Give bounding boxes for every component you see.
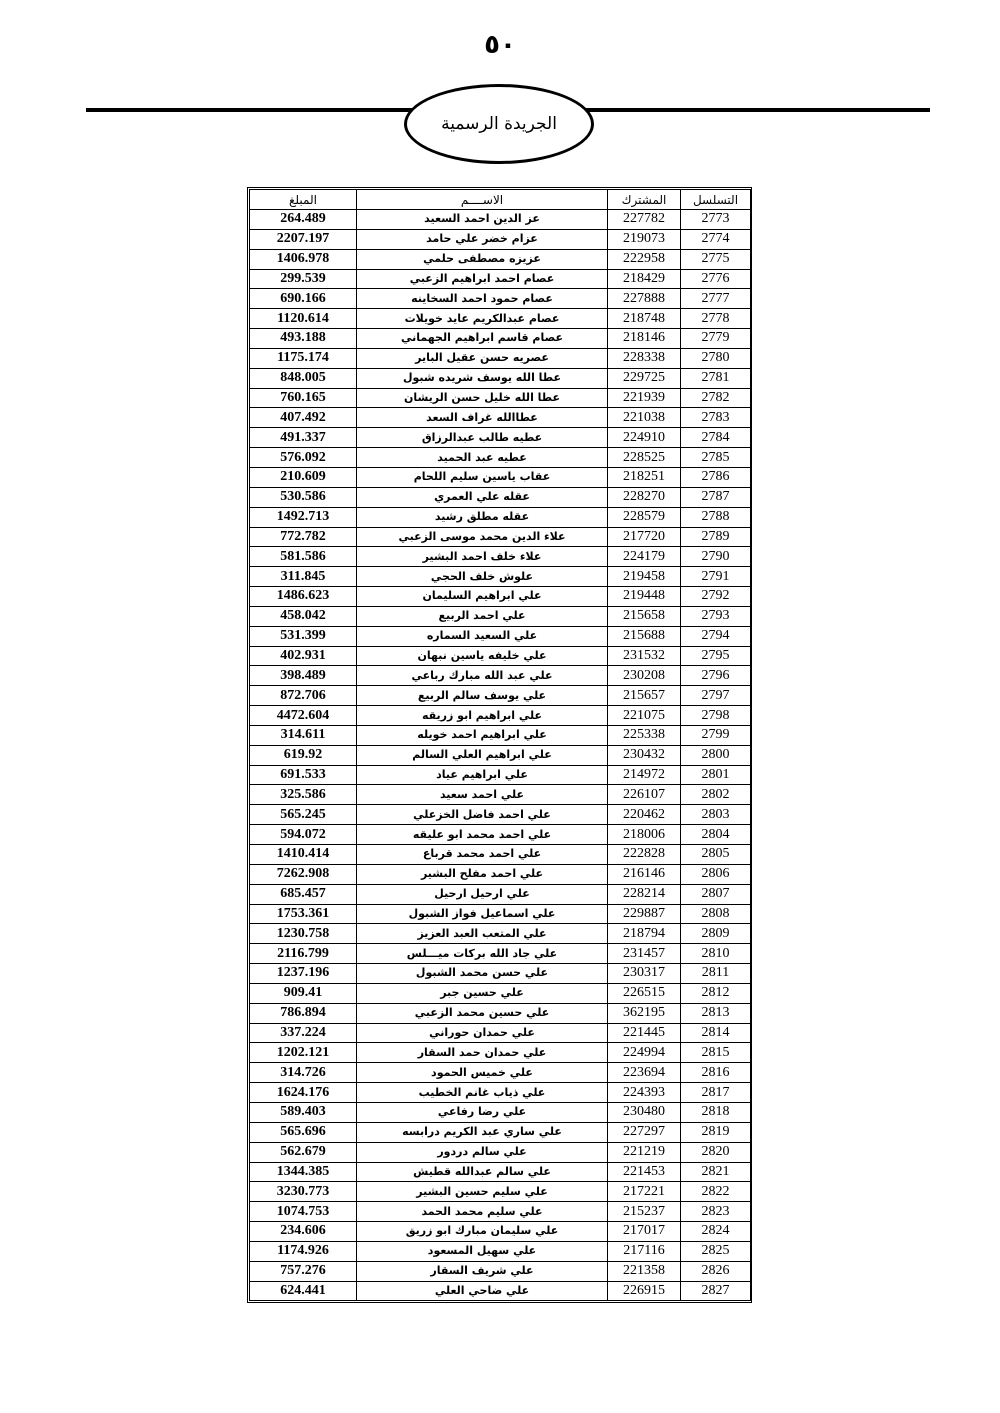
amount-cell: 314.611: [250, 725, 357, 745]
table-row: [250, 368, 751, 388]
name-cell: عصام احمد ابراهيم الزعبي: [357, 269, 608, 289]
serial-cell: 2801: [681, 765, 751, 785]
subscriber-cell: 227782: [608, 210, 681, 230]
amount-cell: 402.931: [250, 646, 357, 666]
table-row: [250, 1241, 751, 1261]
subscriber-cell: 221445: [608, 1023, 681, 1043]
serial-cell: 2827: [681, 1281, 751, 1301]
subscriber-cell: 217116: [608, 1241, 681, 1261]
subscriber-cell: 218748: [608, 309, 681, 329]
name-cell: علي خليفه ياسين نبهان: [357, 646, 608, 666]
column-header-amount: المبلغ: [250, 190, 357, 210]
name-cell: علي عبد الله مبارك رباعي: [357, 666, 608, 686]
column-header-serial: التسلسل: [681, 190, 751, 210]
table-row: [250, 1003, 751, 1023]
serial-cell: 2817: [681, 1083, 751, 1103]
subscriber-cell: 218006: [608, 825, 681, 845]
subscriber-cell: 217720: [608, 527, 681, 547]
subscriber-cell: 215658: [608, 606, 681, 626]
amount-cell: 760.165: [250, 388, 357, 408]
name-cell: علاء الدين محمد موسى الزعبي: [357, 527, 608, 547]
amount-cell: 7262.908: [250, 864, 357, 884]
column-header-name: الاســــم: [357, 190, 608, 210]
name-cell: علي ابراهيم السليمان: [357, 587, 608, 607]
serial-cell: 2785: [681, 448, 751, 468]
serial-cell: 2826: [681, 1261, 751, 1281]
subscriber-cell: 221219: [608, 1142, 681, 1162]
serial-cell: 2803: [681, 805, 751, 825]
table-row: [250, 924, 751, 944]
table-row: [250, 388, 751, 408]
amount-cell: 1074.753: [250, 1202, 357, 1222]
amount-cell: 1237.196: [250, 964, 357, 984]
subscriber-cell: 215688: [608, 626, 681, 646]
serial-cell: 2796: [681, 666, 751, 686]
amount-cell: 234.606: [250, 1222, 357, 1242]
subscriber-cell: 231532: [608, 646, 681, 666]
serial-cell: 2781: [681, 368, 751, 388]
name-cell: علي حمدان حمد السقار: [357, 1043, 608, 1063]
name-cell: عطيه طالب عبدالرزاق: [357, 428, 608, 448]
subscriber-cell: 230432: [608, 745, 681, 765]
name-cell: عطا الله يوسف شريده شبول: [357, 368, 608, 388]
name-cell: علي جاد الله بركات ميـــلس: [357, 944, 608, 964]
table-row: [250, 805, 751, 825]
name-cell: علي سليم محمد الحمد: [357, 1202, 608, 1222]
amount-cell: 565.696: [250, 1122, 357, 1142]
serial-cell: 2777: [681, 289, 751, 309]
amount-cell: 1406.978: [250, 249, 357, 269]
table-row: [250, 1281, 751, 1301]
table-row: [250, 289, 751, 309]
name-cell: علي ابراهيم عياد: [357, 765, 608, 785]
serial-cell: 2820: [681, 1142, 751, 1162]
amount-cell: 685.457: [250, 884, 357, 904]
amount-cell: 691.533: [250, 765, 357, 785]
serial-cell: 2784: [681, 428, 751, 448]
subscriber-cell: 219448: [608, 587, 681, 607]
table-row: [250, 785, 751, 805]
table-row: [250, 904, 751, 924]
name-cell: عقاب ياسين سليم اللحام: [357, 467, 608, 487]
serial-cell: 2776: [681, 269, 751, 289]
serial-cell: 2800: [681, 745, 751, 765]
table-row: [250, 229, 751, 249]
table-row: [250, 1222, 751, 1242]
table-row: [250, 329, 751, 349]
subscriber-cell: 215657: [608, 686, 681, 706]
subscriber-cell: 214972: [608, 765, 681, 785]
subscriber-cell: 226515: [608, 983, 681, 1003]
serial-cell: 2823: [681, 1202, 751, 1222]
name-cell: علي شريف السقار: [357, 1261, 608, 1281]
name-cell: عقله علي العمري: [357, 487, 608, 507]
table-row: [250, 348, 751, 368]
table-row: [250, 1102, 751, 1122]
serial-cell: 2789: [681, 527, 751, 547]
table-body: [250, 210, 751, 1301]
table-row: [250, 745, 751, 765]
name-cell: عطا الله خليل حسن الريشان: [357, 388, 608, 408]
table-row: [250, 249, 751, 269]
name-cell: علي ارحيل ارحيل: [357, 884, 608, 904]
serial-cell: 2790: [681, 547, 751, 567]
serial-cell: 2802: [681, 785, 751, 805]
table-row: [250, 646, 751, 666]
name-cell: علي ابراهيم العلي السالم: [357, 745, 608, 765]
serial-cell: 2786: [681, 467, 751, 487]
table-row: [250, 1261, 751, 1281]
amount-cell: 2207.197: [250, 229, 357, 249]
subscriber-cell: 218429: [608, 269, 681, 289]
serial-cell: 2782: [681, 388, 751, 408]
table-row: [250, 964, 751, 984]
table-row: [250, 428, 751, 448]
serial-cell: 2816: [681, 1063, 751, 1083]
amount-cell: 576.092: [250, 448, 357, 468]
subscriber-cell: 228525: [608, 448, 681, 468]
table-row: [250, 587, 751, 607]
name-cell: علي ابراهيم احمد خويله: [357, 725, 608, 745]
subscriber-cell: 221038: [608, 408, 681, 428]
table-row: [250, 1182, 751, 1202]
subscriber-cell: 224393: [608, 1083, 681, 1103]
name-cell: عطاالله غراف السعد: [357, 408, 608, 428]
subscriber-cell: 221453: [608, 1162, 681, 1182]
table-row: [250, 983, 751, 1003]
page-number: ٥٠: [484, 30, 516, 60]
subscriber-cell: 228270: [608, 487, 681, 507]
amount-cell: 909.41: [250, 983, 357, 1003]
subscriber-cell: 222958: [608, 249, 681, 269]
table-row: [250, 527, 751, 547]
serial-cell: 2804: [681, 825, 751, 845]
name-cell: علي المتعب العبد العزيز: [357, 924, 608, 944]
name-cell: علي احمد الربيع: [357, 606, 608, 626]
table-header-row: [250, 190, 751, 210]
table-row: [250, 1023, 751, 1043]
name-cell: علي ساري عبد الكريم درابسه: [357, 1122, 608, 1142]
name-cell: علي يوسف سالم الربيع: [357, 686, 608, 706]
table-row: [250, 765, 751, 785]
serial-cell: 2797: [681, 686, 751, 706]
amount-cell: 624.441: [250, 1281, 357, 1301]
amount-cell: 1410.414: [250, 845, 357, 865]
amount-cell: 1174.926: [250, 1241, 357, 1261]
name-cell: عقله مطلق رشيد: [357, 507, 608, 527]
serial-cell: 2806: [681, 864, 751, 884]
amount-cell: 325.586: [250, 785, 357, 805]
amount-cell: 314.726: [250, 1063, 357, 1083]
table-row: [250, 884, 751, 904]
table-row: [250, 547, 751, 567]
subscriber-cell: 218794: [608, 924, 681, 944]
serial-cell: 2775: [681, 249, 751, 269]
amount-cell: 264.489: [250, 210, 357, 230]
serial-cell: 2809: [681, 924, 751, 944]
name-cell: علوش خلف الحجي: [357, 567, 608, 587]
payments-table-frame: [247, 187, 752, 1303]
amount-cell: 1344.385: [250, 1162, 357, 1182]
subscriber-cell: 221939: [608, 388, 681, 408]
name-cell: علي احمد محمد قرباع: [357, 845, 608, 865]
amount-cell: 565.245: [250, 805, 357, 825]
subscriber-cell: 227888: [608, 289, 681, 309]
name-cell: علي احمد سعيد: [357, 785, 608, 805]
name-cell: علاء خلف احمد البشير: [357, 547, 608, 567]
table-row: [250, 1043, 751, 1063]
subscriber-cell: 228214: [608, 884, 681, 904]
amount-cell: 1120.614: [250, 309, 357, 329]
table-row: [250, 606, 751, 626]
subscriber-cell: 231457: [608, 944, 681, 964]
serial-cell: 2821: [681, 1162, 751, 1182]
table-row: [250, 269, 751, 289]
table-row: [250, 725, 751, 745]
serial-cell: 2774: [681, 229, 751, 249]
name-cell: علي حسين جبر: [357, 983, 608, 1003]
name-cell: علي خميس الحمود: [357, 1063, 608, 1083]
subscriber-cell: 223694: [608, 1063, 681, 1083]
serial-cell: 2793: [681, 606, 751, 626]
amount-cell: 407.492: [250, 408, 357, 428]
subscriber-cell: 217017: [608, 1222, 681, 1242]
amount-cell: 458.042: [250, 606, 357, 626]
serial-cell: 2794: [681, 626, 751, 646]
table-row: [250, 408, 751, 428]
amount-cell: 1492.713: [250, 507, 357, 527]
name-cell: علي سليمان مبارك ابو زريق: [357, 1222, 608, 1242]
amount-cell: 848.005: [250, 368, 357, 388]
amount-cell: 562.679: [250, 1142, 357, 1162]
serial-cell: 2798: [681, 706, 751, 726]
name-cell: علي سهيل المسعود: [357, 1241, 608, 1261]
subscriber-cell: 222828: [608, 845, 681, 865]
table-row: [250, 210, 751, 230]
serial-cell: 2814: [681, 1023, 751, 1043]
amount-cell: 594.072: [250, 825, 357, 845]
serial-cell: 2822: [681, 1182, 751, 1202]
name-cell: عز الدين احمد السعيد: [357, 210, 608, 230]
journal-title: الجريدة الرسمية: [441, 114, 557, 134]
subscriber-cell: 219458: [608, 567, 681, 587]
name-cell: عطيه عبد الحميد: [357, 448, 608, 468]
serial-cell: 2815: [681, 1043, 751, 1063]
subscriber-cell: 224994: [608, 1043, 681, 1063]
name-cell: علي سالم دردور: [357, 1142, 608, 1162]
subscriber-cell: 224179: [608, 547, 681, 567]
name-cell: علي رضا رفاعي: [357, 1102, 608, 1122]
amount-cell: 398.489: [250, 666, 357, 686]
serial-cell: 2778: [681, 309, 751, 329]
amount-cell: 4472.604: [250, 706, 357, 726]
amount-cell: 311.845: [250, 567, 357, 587]
subscriber-cell: 230208: [608, 666, 681, 686]
name-cell: علي السعيد السماره: [357, 626, 608, 646]
subscriber-cell: 225338: [608, 725, 681, 745]
subscriber-cell: 226107: [608, 785, 681, 805]
subscriber-cell: 215237: [608, 1202, 681, 1222]
amount-cell: 786.894: [250, 1003, 357, 1023]
subscriber-cell: 228579: [608, 507, 681, 527]
name-cell: علي ضاحي العلي: [357, 1281, 608, 1301]
amount-cell: 1486.623: [250, 587, 357, 607]
serial-cell: 2779: [681, 329, 751, 349]
serial-cell: 2812: [681, 983, 751, 1003]
amount-cell: 757.276: [250, 1261, 357, 1281]
amount-cell: 589.403: [250, 1102, 357, 1122]
amount-cell: 1230.758: [250, 924, 357, 944]
serial-cell: 2795: [681, 646, 751, 666]
subscriber-cell: 362195: [608, 1003, 681, 1023]
name-cell: علي اسماعيل فواز الشبول: [357, 904, 608, 924]
name-cell: عصام قاسم ابراهيم الجهماني: [357, 329, 608, 349]
table-row: [250, 467, 751, 487]
subscriber-cell: 220462: [608, 805, 681, 825]
name-cell: علي احمد فاضل الخزعلي: [357, 805, 608, 825]
serial-cell: 2810: [681, 944, 751, 964]
subscriber-cell: 229887: [608, 904, 681, 924]
subscriber-cell: 217221: [608, 1182, 681, 1202]
table-row: [250, 1122, 751, 1142]
name-cell: علي احمد محمد ابو عليقه: [357, 825, 608, 845]
table-row: [250, 567, 751, 587]
table-row: [250, 1202, 751, 1222]
name-cell: عزام خضر علي حامد: [357, 229, 608, 249]
table-row: [250, 686, 751, 706]
serial-cell: 2818: [681, 1102, 751, 1122]
table-row: [250, 1083, 751, 1103]
subscriber-cell: 226915: [608, 1281, 681, 1301]
subscriber-cell: 216146: [608, 864, 681, 884]
serial-cell: 2783: [681, 408, 751, 428]
amount-cell: 690.166: [250, 289, 357, 309]
serial-cell: 2792: [681, 587, 751, 607]
name-cell: علي حسن محمد الشبول: [357, 964, 608, 984]
table-row: [250, 309, 751, 329]
name-cell: علي ذياب غانم الخطيب: [357, 1083, 608, 1103]
name-cell: عصام عبدالكريم عايد خويلات: [357, 309, 608, 329]
serial-cell: 2787: [681, 487, 751, 507]
subscriber-cell: 221358: [608, 1261, 681, 1281]
name-cell: علي حسين محمد الزعبي: [357, 1003, 608, 1023]
payments-table: [249, 189, 751, 1301]
amount-cell: 1753.361: [250, 904, 357, 924]
table-row: [250, 706, 751, 726]
subscriber-cell: 228338: [608, 348, 681, 368]
table-row: [250, 626, 751, 646]
table-row: [250, 1063, 751, 1083]
amount-cell: 493.188: [250, 329, 357, 349]
amount-cell: 772.782: [250, 527, 357, 547]
serial-cell: 2824: [681, 1222, 751, 1242]
amount-cell: 1202.121: [250, 1043, 357, 1063]
name-cell: عصريه حسن عقيل الباير: [357, 348, 608, 368]
serial-cell: 2813: [681, 1003, 751, 1023]
subscriber-cell: 218146: [608, 329, 681, 349]
subscriber-cell: 221075: [608, 706, 681, 726]
serial-cell: 2773: [681, 210, 751, 230]
name-cell: علي سالم عبدالله قطيش: [357, 1162, 608, 1182]
table-row: [250, 944, 751, 964]
amount-cell: 210.609: [250, 467, 357, 487]
serial-cell: 2811: [681, 964, 751, 984]
amount-cell: 581.586: [250, 547, 357, 567]
amount-cell: 299.539: [250, 269, 357, 289]
table-row: [250, 666, 751, 686]
serial-cell: 2819: [681, 1122, 751, 1142]
table-row: [250, 1162, 751, 1182]
serial-cell: 2808: [681, 904, 751, 924]
subscriber-cell: 230317: [608, 964, 681, 984]
subscriber-cell: 230480: [608, 1102, 681, 1122]
name-cell: علي احمد مفلح البشير: [357, 864, 608, 884]
amount-cell: 872.706: [250, 686, 357, 706]
subscriber-cell: 218251: [608, 467, 681, 487]
serial-cell: 2825: [681, 1241, 751, 1261]
name-cell: عزيزه مصطفى حلمي: [357, 249, 608, 269]
amount-cell: 530.586: [250, 487, 357, 507]
serial-cell: 2807: [681, 884, 751, 904]
table-row: [250, 825, 751, 845]
table-row: [250, 864, 751, 884]
serial-cell: 2799: [681, 725, 751, 745]
serial-cell: 2791: [681, 567, 751, 587]
table-row: [250, 448, 751, 468]
subscriber-cell: 227297: [608, 1122, 681, 1142]
table-row: [250, 507, 751, 527]
name-cell: علي سليم حسين البشير: [357, 1182, 608, 1202]
subscriber-cell: 229725: [608, 368, 681, 388]
amount-cell: 619.92: [250, 745, 357, 765]
subscriber-cell: 224910: [608, 428, 681, 448]
column-header-subscriber: المشترك: [608, 190, 681, 210]
name-cell: علي ابراهيم ابو زريقه: [357, 706, 608, 726]
serial-cell: 2780: [681, 348, 751, 368]
serial-cell: 2788: [681, 507, 751, 527]
amount-cell: 531.399: [250, 626, 357, 646]
amount-cell: 3230.773: [250, 1182, 357, 1202]
amount-cell: 2116.799: [250, 944, 357, 964]
subscriber-cell: 219073: [608, 229, 681, 249]
table-row: [250, 1142, 751, 1162]
name-cell: عصام حمود احمد السخاينه: [357, 289, 608, 309]
name-cell: علي حمدان حوراني: [357, 1023, 608, 1043]
amount-cell: 337.224: [250, 1023, 357, 1043]
amount-cell: 491.337: [250, 428, 357, 448]
table-row: [250, 845, 751, 865]
table-row: [250, 487, 751, 507]
amount-cell: 1175.174: [250, 348, 357, 368]
serial-cell: 2805: [681, 845, 751, 865]
amount-cell: 1624.176: [250, 1083, 357, 1103]
